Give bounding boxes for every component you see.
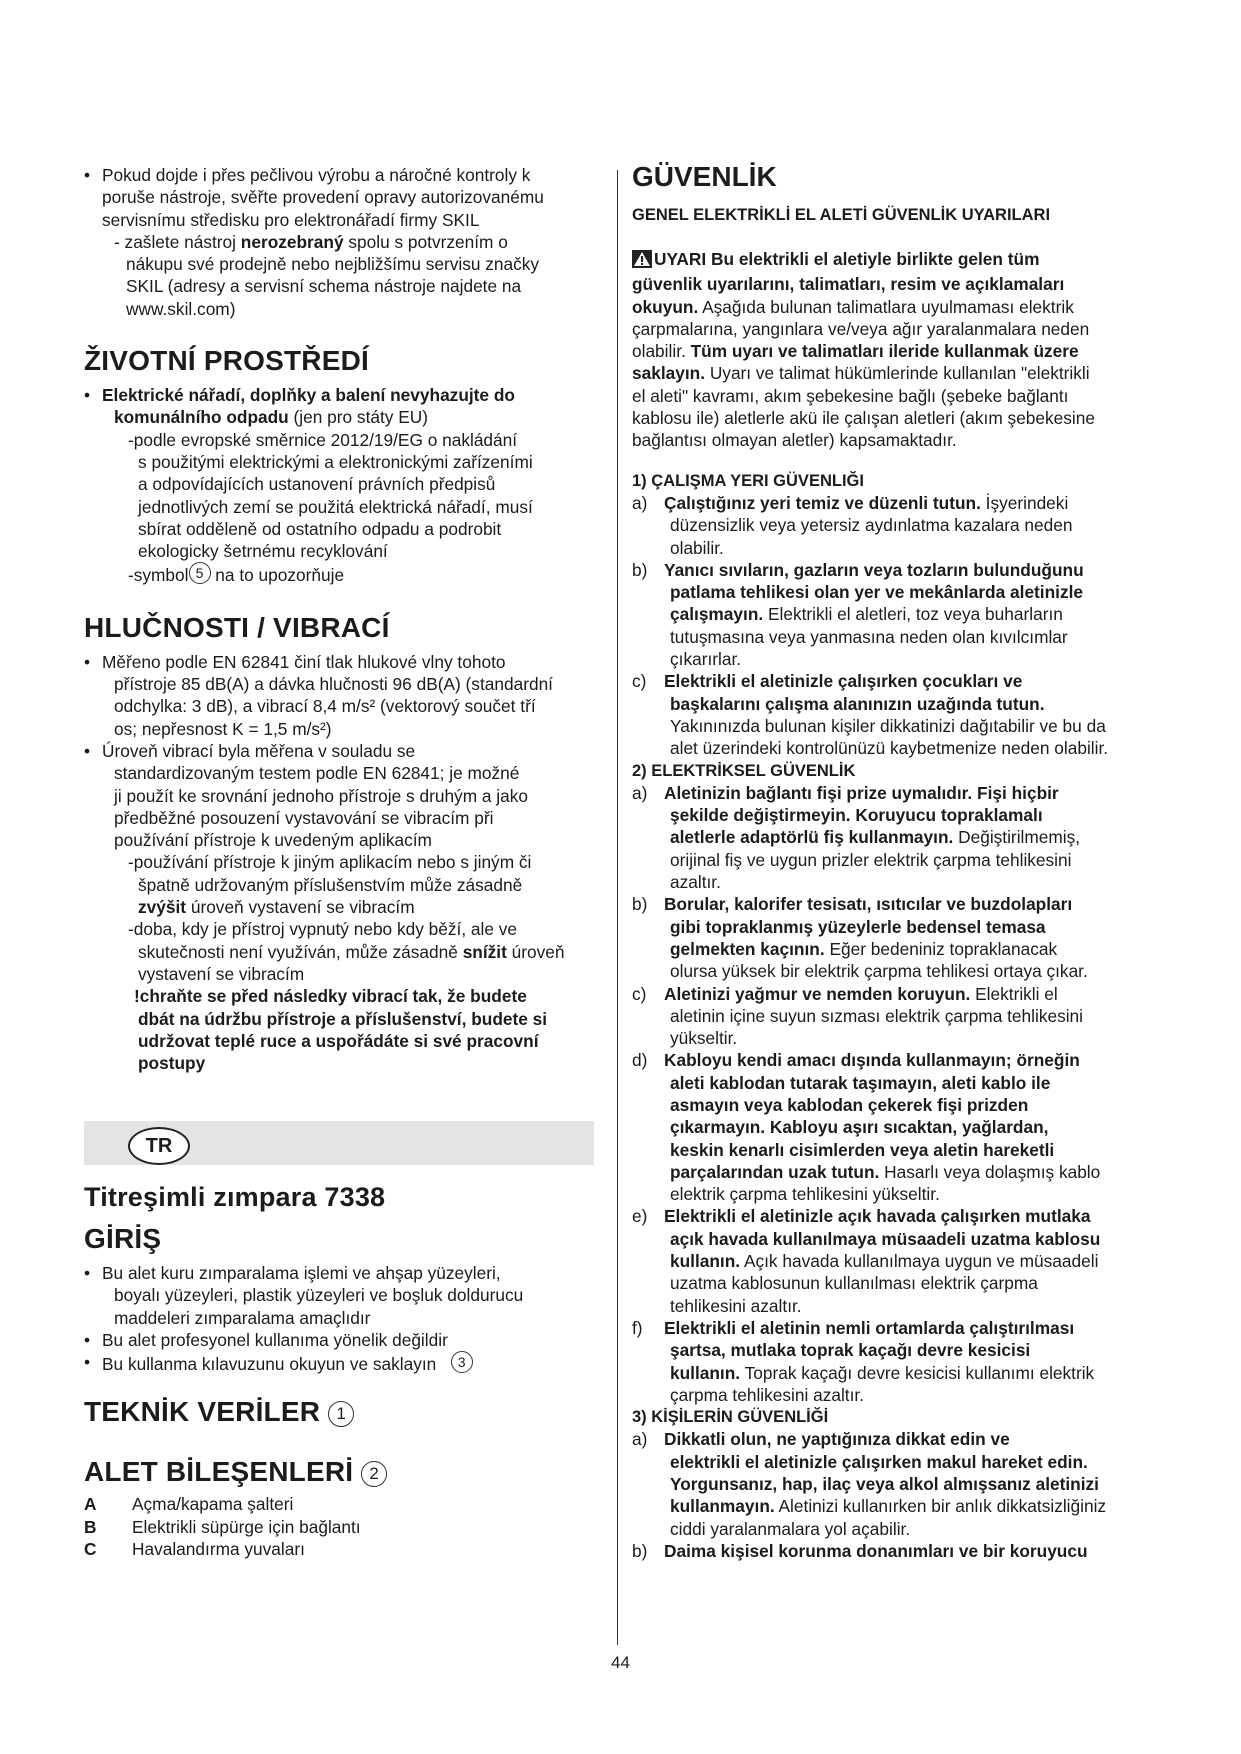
text-line: güvenlik uyarılarını, talimatları, resim ve açıklamaları — [632, 274, 1065, 295]
text-line: SKIL (adresy a servisní schema nástroje najdete na — [126, 276, 522, 297]
text-line: skutečnosti není využíván, může zásadně snížit úroveň — [138, 941, 565, 962]
callout-number: 5 — [189, 562, 211, 584]
section-personal: 3) KİŞİLERİN GÜVENLİĞİ — [632, 1408, 829, 1427]
rule-3a: a) Dikkatli olun, ne yaptığınıza dikkat edin ve elektrikli el aletinizle çalışırken makul hareket edin. Yorgunsanız, hap, ilaç veya alkol almışsanız aletinizi kullanmayın. Aletinizi kullanırken bir anlık dikkatsizliğiniz ciddi yaralanmalara yol açabilir. — [632, 1428, 1172, 1539]
environment-details — [84, 429, 604, 587]
warning-triangle-icon — [632, 250, 652, 273]
text-line: -doba, kdy je přístroj vypnutý nebo kdy běží, ale ve — [128, 919, 518, 940]
text-line: aletinin içine suyun sızması elektrik çarpma tehlikesini — [670, 1005, 1084, 1026]
text-line: ji použít ke srovnání jednoho přístroje s druhým a jako — [114, 785, 529, 806]
text-line: zvýšit úroveň vystavení se vibracím — [138, 897, 415, 918]
text-line: dbát na údržbu přístroje a příslušenství, budete si — [138, 1008, 548, 1029]
left-column — [84, 164, 604, 1074]
text-line: -podle evropské směrnice 2012/19/EG o nakládání — [128, 429, 518, 450]
noise-heading: HLUČNOSTI / VIBRACÍ — [84, 611, 390, 643]
text-line: udržovat teplé ruce a uspořádáte si své pracovní — [138, 1030, 539, 1051]
column-divider — [617, 170, 618, 1645]
symbol-line: -symbol 5 na to upozorňuje — [128, 562, 604, 586]
product-title: Titreşimli zımpara 7338 — [84, 1182, 386, 1212]
text-line: çarpmalarına, yangınlara ve/veya ağır yaralanmalara neden — [632, 318, 1090, 339]
text-line: standardizovaným testem podle EN 62841; je možné — [114, 763, 520, 784]
noise-details — [84, 851, 604, 1074]
rule-2d: d) Kabloyu kendi amacı dışında kullanmayın; örneğin aleti kablodan tutarak taşımayın, aleti kablo ile asmayın veya kablodan çekerek fişi prizden çıkarmayın. Kabloyu aşırı sıcaktan, yağlardan, keskin kenarlı cisimlerden veya aletin hareketli parçalarından uzak tutun. Hasarlı veya dolaşmış kablo elektrik çarpma tehlikesini yükseltir. — [632, 1049, 1172, 1205]
text-line: jednotlivých zemí se použitá elektrická nářadí, musí — [138, 496, 533, 517]
text-line: azaltır. — [670, 872, 721, 893]
text-line: používání přístroje k uvedeným aplikacím — [114, 830, 432, 851]
text-line: předběžné posouzení vystavování se vibracím při — [114, 807, 494, 828]
text-line: olabilir. — [670, 537, 724, 558]
text-line: el aleti" kavramı, akım şebekesine bağlı (şebeke bağlantı — [632, 385, 1069, 406]
text-line: s použitými elektrickými a elektronickými zařízeními — [138, 451, 533, 472]
text-line: • Bu alet profesyonel kullanıma yönelik değildir — [102, 1329, 448, 1350]
text-line: olursa yüksek bir elektrik çarpma tehlikesi ortaya çıkar. — [670, 961, 1088, 982]
component-row: B Elektrikli süpürge için bağlantı — [84, 1516, 361, 1537]
rule-1c: c) Elektrikli el aletinizle çalışırken çocukları ve başkalarını çalışma alanınızın uzağında tutun. Yakınınızda bulunan kişiler dikkatinizi dağıtabilir ve bu da alet üzerindeki kontrolünüzü kaybetmenize neden olabilir. — [632, 670, 1172, 759]
text-line: přístroje 85 dB(A) a dávka hlučnosti 96 dB(A) (standardní — [114, 674, 553, 695]
text-line: alet üzerindeki kontrolünüzü kaybetmenize neden olabilir. — [670, 738, 1109, 759]
text-line: nákupu své prodejně nebo nejbližšímu servisu značky — [126, 254, 540, 275]
text-line: www.skil.com) — [126, 298, 236, 319]
text-line: -používání přístroje k jiným aplikacím nebo s jiným či — [128, 852, 532, 873]
text-line: a odpovídajících ustanovení právních předpisů — [138, 474, 496, 495]
callout-number: 1 — [328, 1401, 354, 1427]
tech-data-heading: TEKNİK VERİLER 1 — [84, 1395, 604, 1429]
text-line: !chraňte se před následky vibrací tak, že budete — [134, 986, 527, 1007]
text-line: • Úroveň vibrací byla měřena v souladu se — [102, 740, 416, 761]
text-line: çarpma tehlikesini azaltır. — [670, 1384, 865, 1405]
rule-1a: a) Çalıştığınız yeri temiz ve düzenli tutun. İşyerindeki düzensizlik veya yetersiz aydınlatma kazalara neden olabilir. — [632, 492, 1172, 559]
rule-2b: b) Borular, kalorifer tesisatı, ısıtıcılar ve buzdolapları gibi topraklanmış yüzeylerle bedensel temasa gelmekten kaçının. Eğer bedeniniz topraklanacak olursa yüksek bir elektrik çarpma tehlikesi ortaya çıkar. — [632, 893, 1172, 982]
intro-bullet-1 — [84, 1262, 604, 1329]
text-line: saklayın. Uyarı ve talimat hükümlerinde kullanılan "elektrikli — [632, 363, 1090, 384]
text-line: okuyun. Aşağıda bulunan talimatlara uyulmaması elektrik — [632, 296, 1074, 317]
environment-bullet: • Elektrické nářadí, doplňky a balení nevyhazujte do komunálního odpadu (jen pro státy EU) — [84, 384, 604, 429]
turkish-intro — [84, 1180, 604, 1560]
text-line: elektrik çarpma tehlikesini yükseltir. — [670, 1184, 940, 1205]
safety-subheading: GENEL ELEKTRİKLİ EL ALETİ GÜVENLİK UYARILARI — [632, 206, 1051, 224]
section-electrical: 2) ELEKTRİKSEL GÜVENLİK — [632, 761, 856, 780]
text-line: sbírat odděleně od ostatního odpadu a podrobit — [138, 518, 502, 539]
repair-dash — [84, 231, 604, 320]
text-line: odchylka: 3 dB), a vibrací 8,4 m/s² (vektorový součet tří — [114, 696, 536, 717]
safety-heading: GÜVENLİK — [632, 161, 777, 192]
text-line: düzensizlik veya yetersiz aydınlatma kazalara neden — [670, 515, 1073, 536]
callout-number: 2 — [361, 1461, 387, 1487]
text-line: • Bu alet kuru zımparalama işlemi ve ahşap yüzeyleri, — [102, 1263, 501, 1283]
noise-bullet-1 — [84, 651, 604, 740]
page-number: 44 — [611, 1653, 630, 1672]
text-line: ekologicky šetrnému recyklování — [138, 541, 388, 562]
text-line: • Měřeno podle EN 62841 činí tlak hlukové vlny tohoto — [102, 651, 506, 672]
text-line: UYARI Bu elektrikli el aletiyle birlikte gelen tüm — [632, 248, 1172, 273]
component-row: C Havalandırma yuvaları — [84, 1539, 305, 1560]
text-line: boyalı yüzeyleri, plastik yüzeyleri ve boşluk doldurucu — [114, 1285, 524, 1306]
general-warning — [632, 248, 1172, 452]
intro-bullet-2 — [84, 1329, 604, 1351]
intro-heading: GİRİŞ — [84, 1223, 162, 1254]
rule-2f: f) Elektrikli el aletinin nemli ortamlarda çalıştırılması şartsa, mutlaka toprak kaçağı devre kesicisi kullanın. Toprak kaçağı devre kesicisi kullanımı elektrik çarpma tehlikesini azaltır. — [632, 1317, 1172, 1406]
text-line: Elektrické nářadí, doplňky a balení nevyhazujte do — [102, 385, 515, 406]
rule-3b: b) Daima kişisel korunma donanımları ve bir koruyucu — [632, 1540, 1088, 1561]
text-line: postupy — [138, 1053, 206, 1074]
noise-bullet-2 — [84, 740, 604, 851]
text-line: orijinal fiş ve uygun prizler elektrik çarpma tehlikesini — [670, 849, 1072, 870]
text-line: servisnímu středisku pro elektronářadí firmy SKIL — [102, 209, 480, 230]
environment-heading: ŽIVOTNÍ PROSTŘEDÍ — [84, 345, 369, 377]
language-badge-tr: TR — [128, 1127, 190, 1165]
text-line: vystavení se vibracím — [138, 963, 305, 984]
text-line: os; nepřesnost K = 1,5 m/s²) — [114, 718, 332, 739]
text-line: kablosu ile) aletlerle akü ile çalışan aletleri (akım şebekesine — [632, 408, 1095, 429]
callout-number: 3 — [451, 1351, 473, 1373]
text-line: çıkarırlar. — [670, 649, 742, 670]
rule-2c: c) Aletinizi yağmur ve nemden koruyun. Elektrikli el aletinin içine suyun sızması elektrik çarpma tehlikesini yükseltir. — [632, 983, 1172, 1050]
text-line: špatně udržovaným příslušenstvím může zásadně — [138, 874, 523, 895]
text-line: tutuşmasına veya yanmasına neden olan kıvılcımlar — [670, 626, 1068, 647]
rule-2e: e) Elektrikli el aletinizle açık havada çalışırken mutlaka açık havada kullanılmaya müsaadeli uzatma kablosu kullanın. Açık havada kullanılmaya uygun ve müsaadeli uzatma kablosunun kullanılması elektrik çarpma tehlikesini azaltır. — [632, 1205, 1172, 1316]
text-line: • Pokud dojde i přes pečlivou výrobu a náročné kontroly k — [102, 165, 531, 185]
repair-bullet — [84, 164, 604, 231]
rule-2a: a) Aletinizin bağlantı fişi prize uymalıdır. Fişi hiçbir şekilde değiştirmeyin. Koruyucu topraklamalı aletlerle adaptörlü fiş kullanmayın. Değiştirilmemiş, orijinal fiş ve uygun prizler elektrik çarpma tehlikesini azaltır. — [632, 782, 1172, 893]
text-line: tehlikesini azaltır. — [670, 1295, 802, 1316]
right-column — [632, 160, 1172, 1562]
text-line: Yakınınızda bulunan kişiler dikkatinizi dağıtabilir ve bu da — [670, 715, 1106, 736]
text-line: - zašlete nástroj nerozebraný spolu s potvrzením o — [114, 231, 508, 252]
text-line: yükseltir. — [670, 1028, 738, 1049]
rule-1b: b) Yanıcı sıvıların, gazların veya tozların bulunduğunu patlama tehlikesi olan yer ve mekânlarda aletinizle çalışmayın. Elektrikli el aletleri, toz veya buharların tutuşmasına veya yanmasına neden olan kıvılcımlar çıkarırlar. — [632, 559, 1172, 670]
vibration-warning — [128, 985, 604, 1074]
component-row: A Açma/kapama şalteri — [84, 1494, 294, 1515]
text-line: maddeleri zımparalama amaçlıdır — [114, 1307, 371, 1328]
text-line: • Bu kullanma kılavuzunu okuyun ve saklayın 3 — [102, 1351, 604, 1375]
text-line: ciddi yaralanmalara yol açabilir. — [670, 1518, 911, 1539]
text-line: poruše nástroje, svěřte provedení opravy autorizovanému — [102, 187, 544, 208]
components-heading: ALET BİLEŞENLERİ 2 — [84, 1455, 604, 1489]
text-line: komunálního odpadu — [114, 407, 289, 428]
text-line: uzatma kablosunun kullanılması elektrik çarpma — [670, 1273, 1038, 1294]
text-line: bağlantısı olmayan aletler) kapsamaktadır. — [632, 430, 957, 451]
section-work-area: 1) ÇALIŞMA YERI GÜVENLIĞI — [632, 471, 864, 490]
text-line: olabilir. Tüm uyarı ve talimatları ileride kullanmak üzere — [632, 341, 1079, 362]
intro-bullet-3 — [84, 1351, 604, 1375]
